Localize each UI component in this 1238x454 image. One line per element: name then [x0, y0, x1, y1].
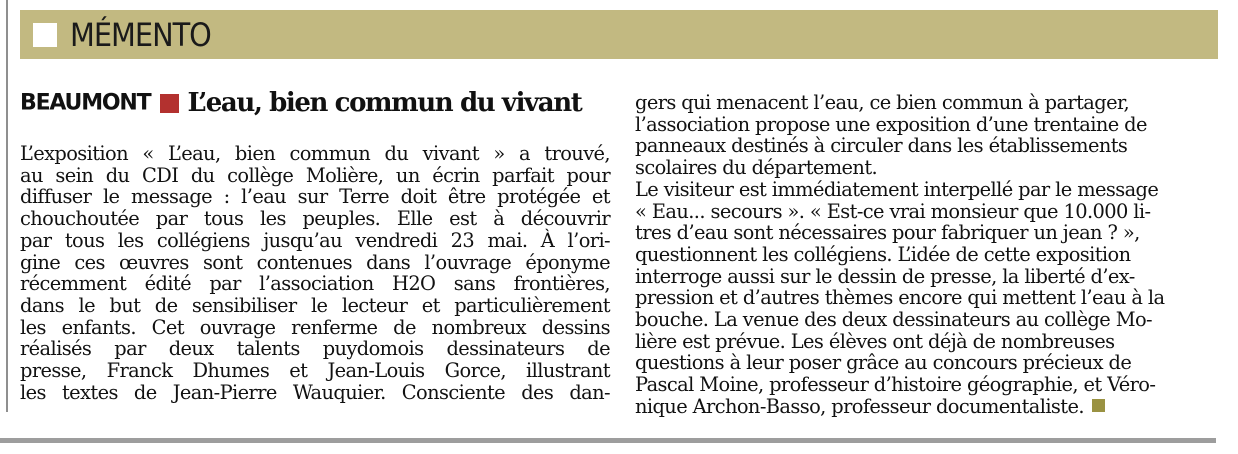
text-line: par tous les collégiens jusqu’au vendredi 23 mai. À l’ori-: [20, 228, 610, 252]
dateline: BEAUMONT: [20, 90, 151, 116]
text-line: presse, Franck Dhumes et Jean-Louis Gorce, illustrant: [20, 359, 610, 383]
left-column-rule: [6, 0, 8, 412]
section-title: MÉMENTO: [70, 16, 211, 54]
text-line: au sein du CDI du collège Molière, un écrin parfait pour: [20, 163, 610, 187]
article-headline: [20, 88, 610, 128]
section-banner: [20, 10, 1218, 59]
text-line: les enfants. Cet ouvrage renferme de nombreux dessins: [20, 315, 610, 339]
text-line: les textes de Jean-Pierre Wauquier. Consciente des dan-: [20, 380, 610, 404]
text-line: L’exposition « L’eau, bien commun du vivant » a trouvé,: [20, 142, 610, 165]
article-title: L’eau, bien commun du vivant: [187, 88, 582, 118]
text-line: chouchoutée par tous les peuples. Elle est à découvrir: [20, 207, 610, 231]
red-square-icon: [160, 94, 179, 113]
column-2-text: gers qui menacent l’eau, ce bien commun à partager, l’association propose une exposition d’une trentaine de panneaux destinés à circuler dans les établissements scolaires du département. Le visiteur est immédiatement interpellé par le message « Eau... secours ». « Est-ce vrai monsieur que 10.000 li- tres d’eau sont nécessaires pour fabriquer un jean ? », questionnent les collégiens. L’idée de cette exposition interroge aussi sur le dessin de presse, la liberté d’ex- pression et d’autres thèmes encore qui mettent l’eau à la bouche. La venue des deux dessinateurs au collège Mo- lière est prévue. Les élèves ont déjà de nombreuses questions à leur poser grâce au concours précieux de Pascal Moine, professeur d’histoire géographie, et Véro- nique Archon-Basso, professeur documentaliste.: [635, 91, 1165, 418]
article-column-2: [635, 92, 1220, 418]
banner-square-icon: [33, 23, 57, 47]
bottom-rule: [0, 438, 1216, 443]
text-line: dans le but de sensibiliser le lecteur et particulièrement: [20, 293, 610, 317]
text-line: récemment édité par l’association H2O sans frontières,: [20, 272, 610, 296]
text-line: gine ces œuvres sont contenues dans l’ouvrage éponyme: [20, 250, 610, 274]
text-line: réalisés par deux talents puydomois dessinateurs de: [20, 337, 610, 361]
article-column-1: [20, 143, 610, 403]
text-line: diffuser le message : l’eau sur Terre doit être protégée et: [20, 185, 610, 209]
end-of-article-icon: [1092, 399, 1105, 412]
